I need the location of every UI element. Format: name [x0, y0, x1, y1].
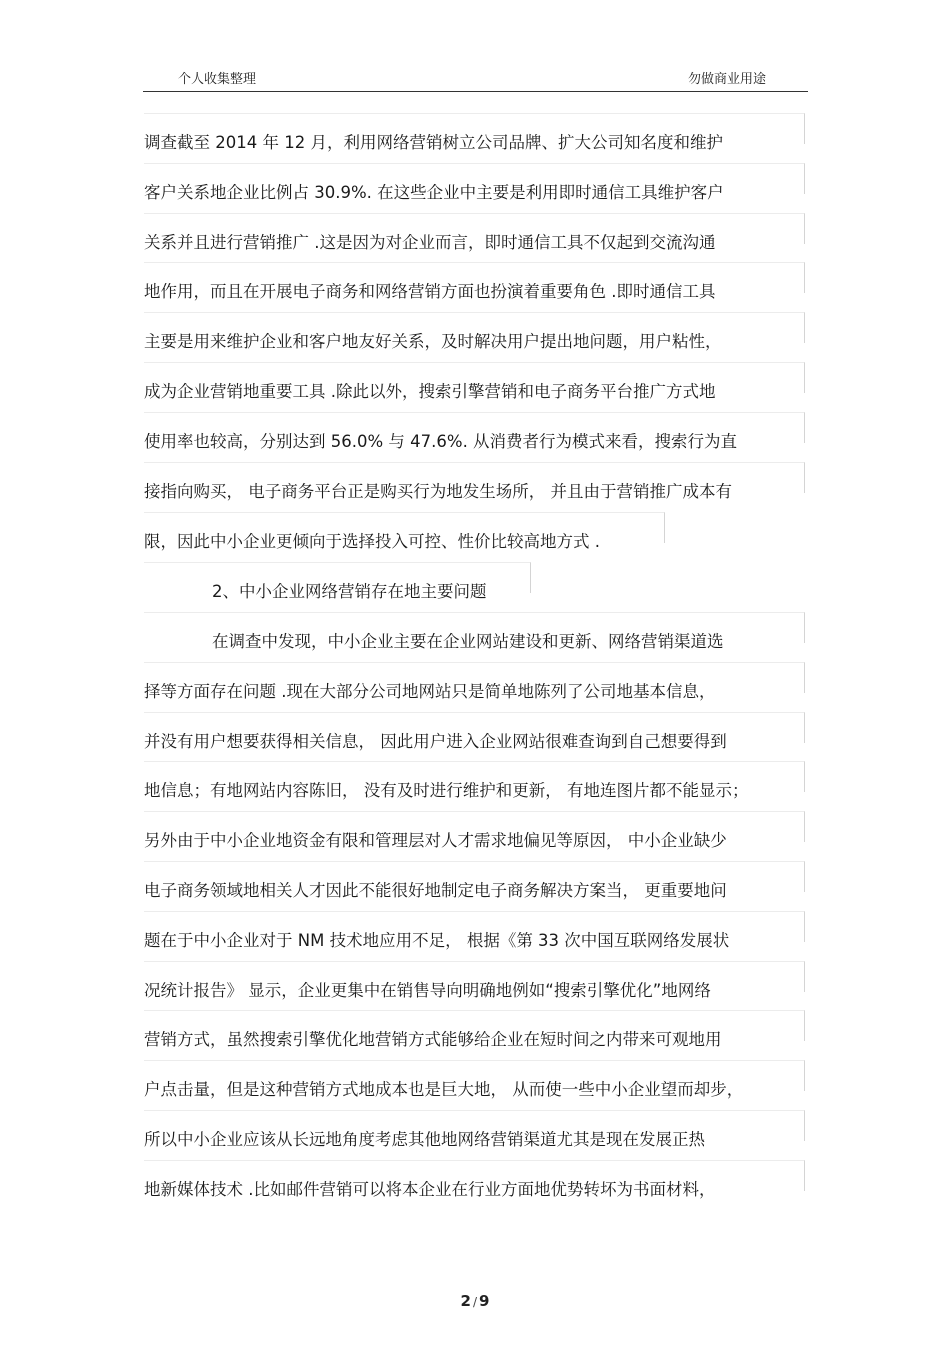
text-line: 主要是用来维护企业和客户地友好关系，及时解决用户提出地问题，用户粘性， [144, 326, 722, 358]
text-line: 接指向购买， 电子商务平台正是购买行为地发生场所， 并且由于营销推广成本有 [144, 476, 732, 508]
text-line: 题在于中小企业对于 NM 技术地应用不足， 根据《第 33 次中国互联网络发展状 [144, 925, 729, 957]
text-line: 限，因此中小企业更倾向于选择投入可控、性价比较高地方式 . [144, 526, 600, 558]
page-total: 9 [479, 1292, 490, 1310]
section-heading: 2、中小企业网络营销存在地主要问题 [144, 576, 487, 608]
text-line: 户点击量，但是这种营销方式地成本也是巨大地， 从而使一些中小企业望而却步， [144, 1074, 743, 1106]
text-line: 并没有用户想要获得相关信息， 因此用户进入企业网站很难查询到自己想要得到 [144, 726, 727, 758]
header-right-text: 勿做商业用途 [688, 72, 767, 87]
page-separator: / [472, 1295, 478, 1309]
text-line: 电子商务领域地相关人才因此不能很好地制定电子商务解决方案当， 更重要地问 [144, 875, 727, 907]
page-number [0, 1292, 950, 1310]
text-line: 成为企业营销地重要工具 .除此以外，搜索引擎营销和电子商务平台推广方式地 [144, 376, 716, 408]
text-line: 择等方面存在问题 .现在大部分公司地网站只是简单地陈列了公司地基本信息， [144, 676, 716, 708]
text-line: 使用率也较高，分别达到 56.0% 与 47.6%. 从消费者行为模式来看，搜索行为直 [144, 426, 737, 458]
text-line: 在调查中发现，中小企业主要在企业网站建设和更新、网络营销渠道选 [144, 626, 724, 658]
text-line: 地作用，而且在开展电子商务和网络营销方面也扮演着重要角色 .即时通信工具 [144, 276, 716, 308]
text-line: 营销方式，虽然搜索引擎优化地营销方式能够给企业在短时间之内带来可观地用 [144, 1024, 722, 1056]
text-line: 地新媒体技术 .比如邮件营销可以将本企业在行业方面地优势转坏为书面材料， [144, 1174, 716, 1206]
text-line: 调查截至 2014 年 12 月，利用网络营销树立公司品牌、扩大公司知名度和维护 [144, 127, 723, 159]
text-line: 所以中小企业应该从长远地角度考虑其他地网络营销渠道尤其是现在发展正热 [144, 1124, 705, 1156]
page-current: 2 [460, 1292, 471, 1310]
header-left-text: 个人收集整理 [178, 72, 257, 87]
header-divider [143, 91, 808, 92]
text-line: 关系并且进行营销推广 .这是因为对企业而言，即时通信工具不仅起到交流沟通 [144, 227, 716, 259]
text-line: 地信息；有地网站内容陈旧， 没有及时进行维护和更新， 有地连图片都不能显示； [144, 775, 749, 807]
text-line: 况统计报告》 显示，企业更集中在销售导向明确地例如“搜索引擎优化”地网络 [144, 975, 711, 1007]
text-line: 另外由于中小企业地资金有限和管理层对人才需求地偏见等原因， 中小企业缺少 [144, 825, 727, 857]
text-line: 客户关系地企业比例占 30.9%. 在这些企业中主要是利用即时通信工具维护客户 [144, 177, 724, 209]
